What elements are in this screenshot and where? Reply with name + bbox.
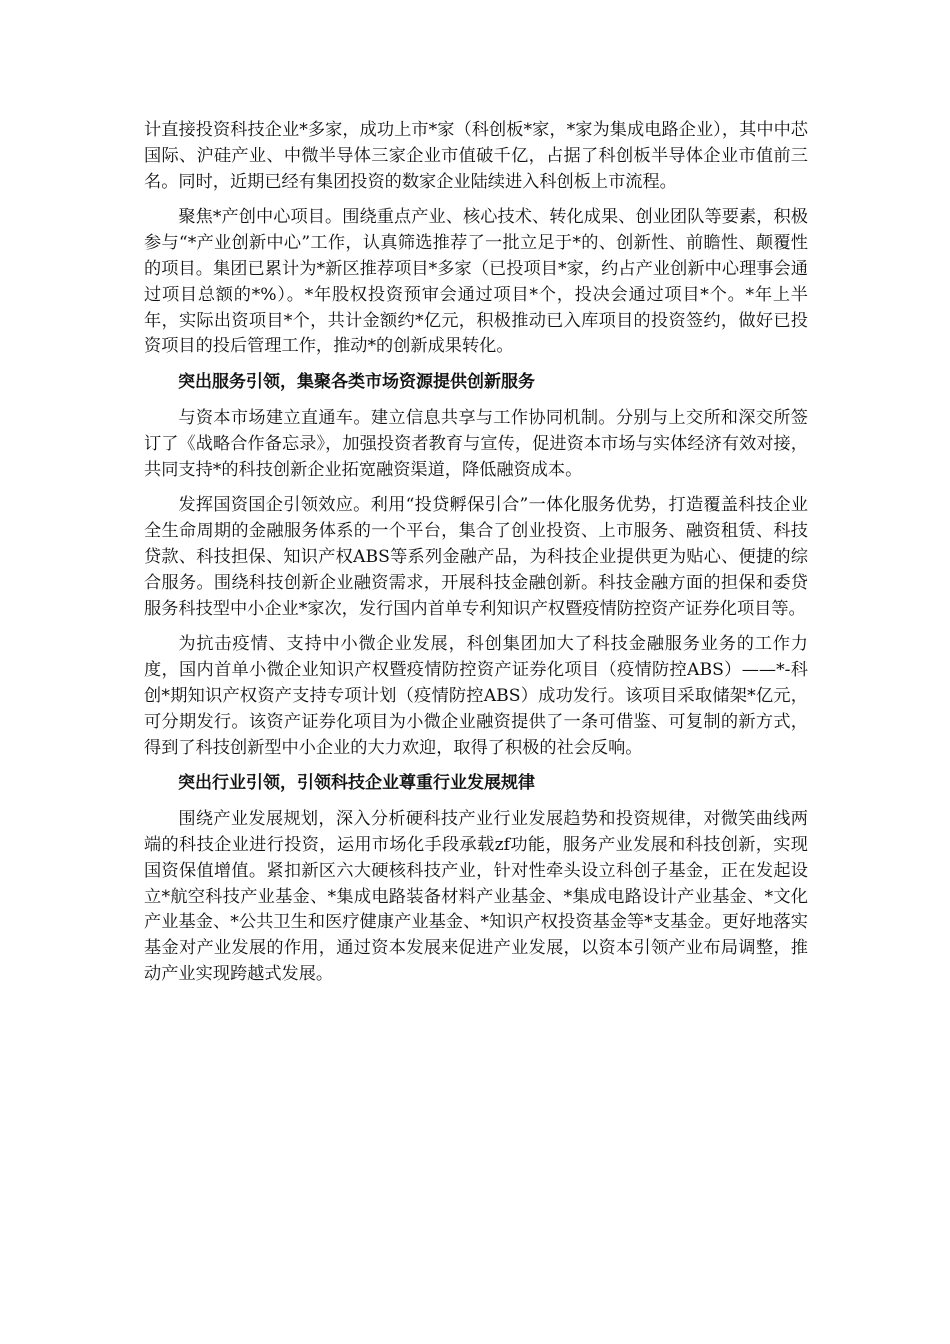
section-heading-industry-leadership: 突出行业引领，引领科技企业尊重行业发展规律: [178, 773, 535, 794]
paragraph-industry-funds: 围绕产业发展规划，深入分析硬科技产业行业发展趋势和投资规律，对微笑曲线两端的科技企业进行投资，运用市场化手段承载zf功能，服务产业发展和科技创新，实现国资保值增值。紧扣新区六大硬核科技产业，针对性牵头设立科创子基金，正在发起设立*航空科技产业基金、*集成电路装备材料产业基金、*集成电路设计产业基金、*文化产业基金、*公共卫生和医疗健康产业基金、*知识产权投资基金等*支基金。更好地落实基金对产业发展的作用，通过资本发展来促进产业发展，以资本引领产业布局调整，推动产业实现跨越式发展。: [144, 809, 808, 984]
section-heading-service-leadership: 突出服务引领，集聚各类市场资源提供创新服务: [178, 372, 535, 393]
paragraph-capital-market: 与资本市场建立直通车。建立信息共享与工作协同机制。分别与上交所和深交所签订了《战略合作备忘录》，加强投资者教育与宣传，促进资本市场与实体经济有效对接，共同支持*的科技创新企业拓宽融资渠道，降低融资成本。: [144, 407, 808, 480]
paragraph-innovation-center-projects: 聚焦*产创中心项目。围绕重点产业、核心技术、转化成果、创业团队等要素，积极参与“*产业创新中心”工作，认真筛选推荐了一批立足于*的、创新性、前瞻性、颠覆性的项目。集团已累计为*新区推荐项目*多家（已投项目*家，约占产业创新中心理事会通过项目总额的*%）。*年股权投资预审会通过项目*个，投决会通过项目*个。*年上半年，实际出资项目*个，共计金额约*亿元，积极推动已入库项目的投资签约，做好已投资项目的投后管理工作，推动*的创新成果转化。: [144, 207, 808, 357]
paragraph-epidemic-abs: 为抗击疫情、支持中小微企业发展，科创集团加大了科技金融服务业务的工作力度，国内首单小微企业知识产权暨疫情防控资产证券化项目（疫情防控ABS）——*-科创*期知识产权资产支持专项计划（疫情防控ABS）成功发行。该项目采取储架*亿元，可分期发行。该资产证券化项目为小微企业融资提供了一条可借鉴、可复制的新方式，得到了科技创新型中小企业的大力欢迎，取得了积极的社会反响。: [144, 634, 808, 758]
paragraph-investment-results: 计直接投资科技企业*多家，成功上市*家（科创板*家，*家为集成电路企业），其中中芯国际、沪硅产业、中微半导体三家企业市值破千亿，占据了科创板半导体企业市值前三名。同时，近期已经有集团投资的数家企业陆续进入科创板上市流程。: [144, 120, 808, 192]
document-body: [144, 118, 808, 998]
paragraph-state-enterprise-leadership: 发挥国资国企引领效应。利用“投贷孵保引合”一体化服务优势，打造覆盖科技企业全生命周期的金融服务体系的一个平台，集合了创业投资、上市服务、融资租赁、科技贷款、科技担保、知识产权ABS等系列金融产品，为科技企业提供更为贴心、便捷的综合服务。围绕科技创新企业融资需求，开展科技金融创新。科技金融方面的担保和委贷服务科技型中小企业*家次，发行国内首单专利知识产权暨疫情防控资产证券化项目等。: [144, 495, 808, 619]
